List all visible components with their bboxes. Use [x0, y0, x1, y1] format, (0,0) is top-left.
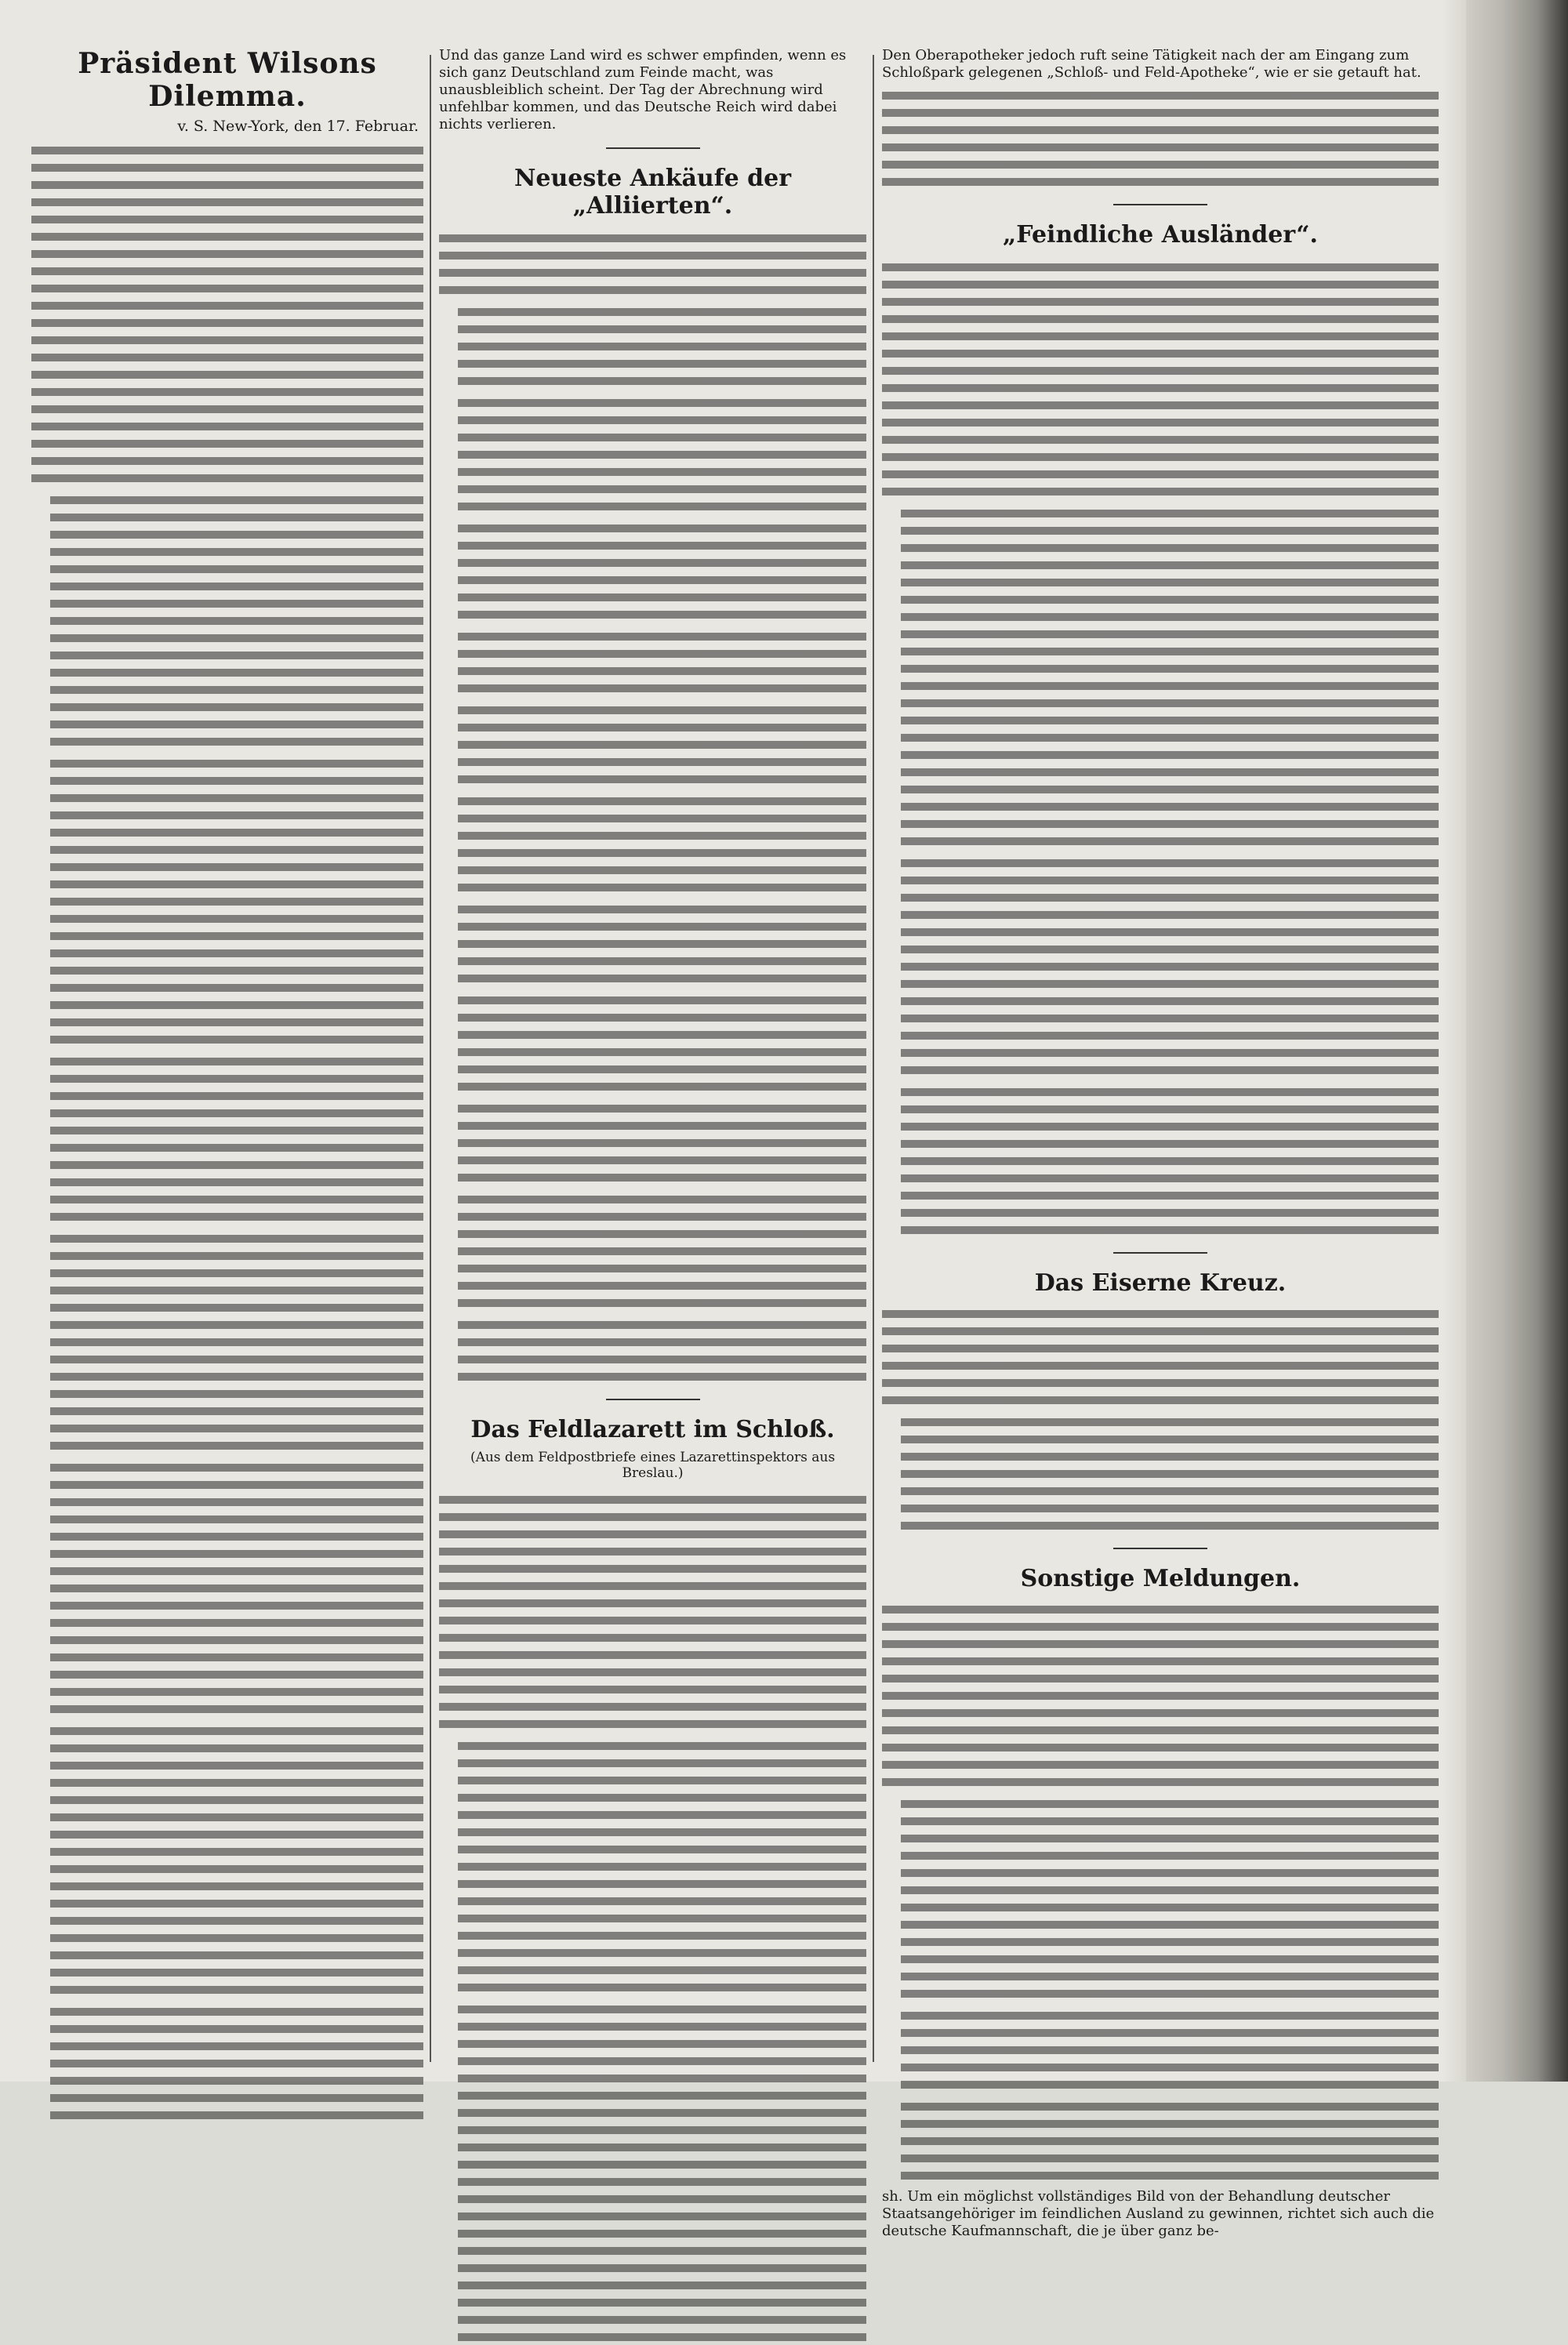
text-block [458, 701, 866, 787]
article-headline-lazarett: Das Feldlazarett im Schloß. [470, 1416, 835, 1443]
text-block [458, 991, 866, 1094]
separator [1113, 204, 1207, 205]
text-block [901, 2097, 1439, 2183]
article-headline-auslaender: „Feindliche Ausländer“. [1003, 221, 1318, 249]
text-block [901, 1083, 1439, 1238]
text-block [882, 258, 1439, 499]
text-block [439, 229, 866, 298]
closing-text: sh. Um ein möglichst vollständiges Bild von der Behandlung deutscher Staatsangehöriger im feindlichen Ausland zu gewinnen, richtet sich auch die deutsche Kaufmannschaft, die je über ganz be- [882, 2188, 1435, 2239]
text-block [458, 303, 866, 389]
text-block [901, 2006, 1439, 2093]
book-binding [1466, 0, 1568, 2082]
article-body-wilson [31, 141, 423, 2123]
text-block [31, 141, 423, 486]
text-block [50, 491, 423, 750]
text-block [50, 2002, 423, 2123]
article-body-allies [439, 229, 866, 1385]
text-block [901, 504, 1439, 849]
article-body-kreuz [882, 1305, 1439, 1534]
text-block [882, 86, 1439, 190]
text-block [458, 519, 866, 623]
article-headline-wilson: Präsident Wilsons Dilemma. [78, 47, 377, 113]
article-headline-allies: Neueste Ankäufe der „Alliierten“. [514, 165, 792, 220]
continuation-text: Und das ganze Land wird es schwer empfinden, wenn es sich ganz Deutschland zum Feinde macht, was unausbleiblich scheint. Der Tag der Abrechnung wird unfehlbar kommen, und das Deutsche Reich wird dabei nichts verlieren. [439, 47, 847, 132]
separator [606, 1399, 700, 1400]
article-headline-kreuz: Das Eiserne Kreuz. [1034, 1269, 1287, 1297]
text-block [458, 394, 866, 514]
article-dateline: v. S. New-York, den 17. Februar. [177, 118, 419, 135]
continuation-text: Den Oberapotheker jedoch ruft seine Tätigkeit nach der am Eingang zum Schloßpark gelegenen „Schloß- und Feld-Apotheke“, wie er sie getauft hat. [882, 47, 1421, 81]
article-body-auslaender [882, 258, 1439, 1238]
text-block [882, 1600, 1439, 1790]
text-block [50, 1458, 423, 1717]
text-block [458, 900, 866, 986]
text-block [50, 754, 423, 1047]
text-block [458, 792, 866, 895]
text-block [50, 1229, 423, 1454]
text-block [50, 1722, 423, 1998]
article-body-meldungen [882, 1600, 1439, 2183]
middle-column [439, 47, 866, 2070]
text-block [458, 2000, 866, 2345]
article-body-lazarett [439, 1490, 866, 2345]
text-block [458, 1316, 866, 1385]
left-column [31, 47, 423, 2070]
text-block [458, 1737, 866, 1995]
text-block [882, 1305, 1439, 1408]
text-block [458, 1190, 866, 1311]
text-block [458, 1099, 866, 1185]
separator [1113, 1252, 1207, 1254]
text-block [50, 1052, 423, 1225]
text-block [901, 1795, 1439, 2002]
page-edge [1443, 0, 1466, 2082]
article-subhead-lazarett: (Aus dem Feldpostbriefe eines Lazarettinspektors aus Breslau.) [470, 1450, 836, 1481]
article-headline-meldungen: Sonstige Meldungen. [1020, 1565, 1301, 1592]
column-rule-left [430, 55, 431, 2062]
separator [606, 147, 700, 149]
text-block [901, 1413, 1439, 1534]
text-block [439, 1490, 866, 1732]
text-block [901, 854, 1439, 1078]
right-column [882, 47, 1439, 2239]
text-block [458, 627, 866, 696]
column-rule-right [873, 55, 874, 2062]
separator [1113, 1548, 1207, 1549]
